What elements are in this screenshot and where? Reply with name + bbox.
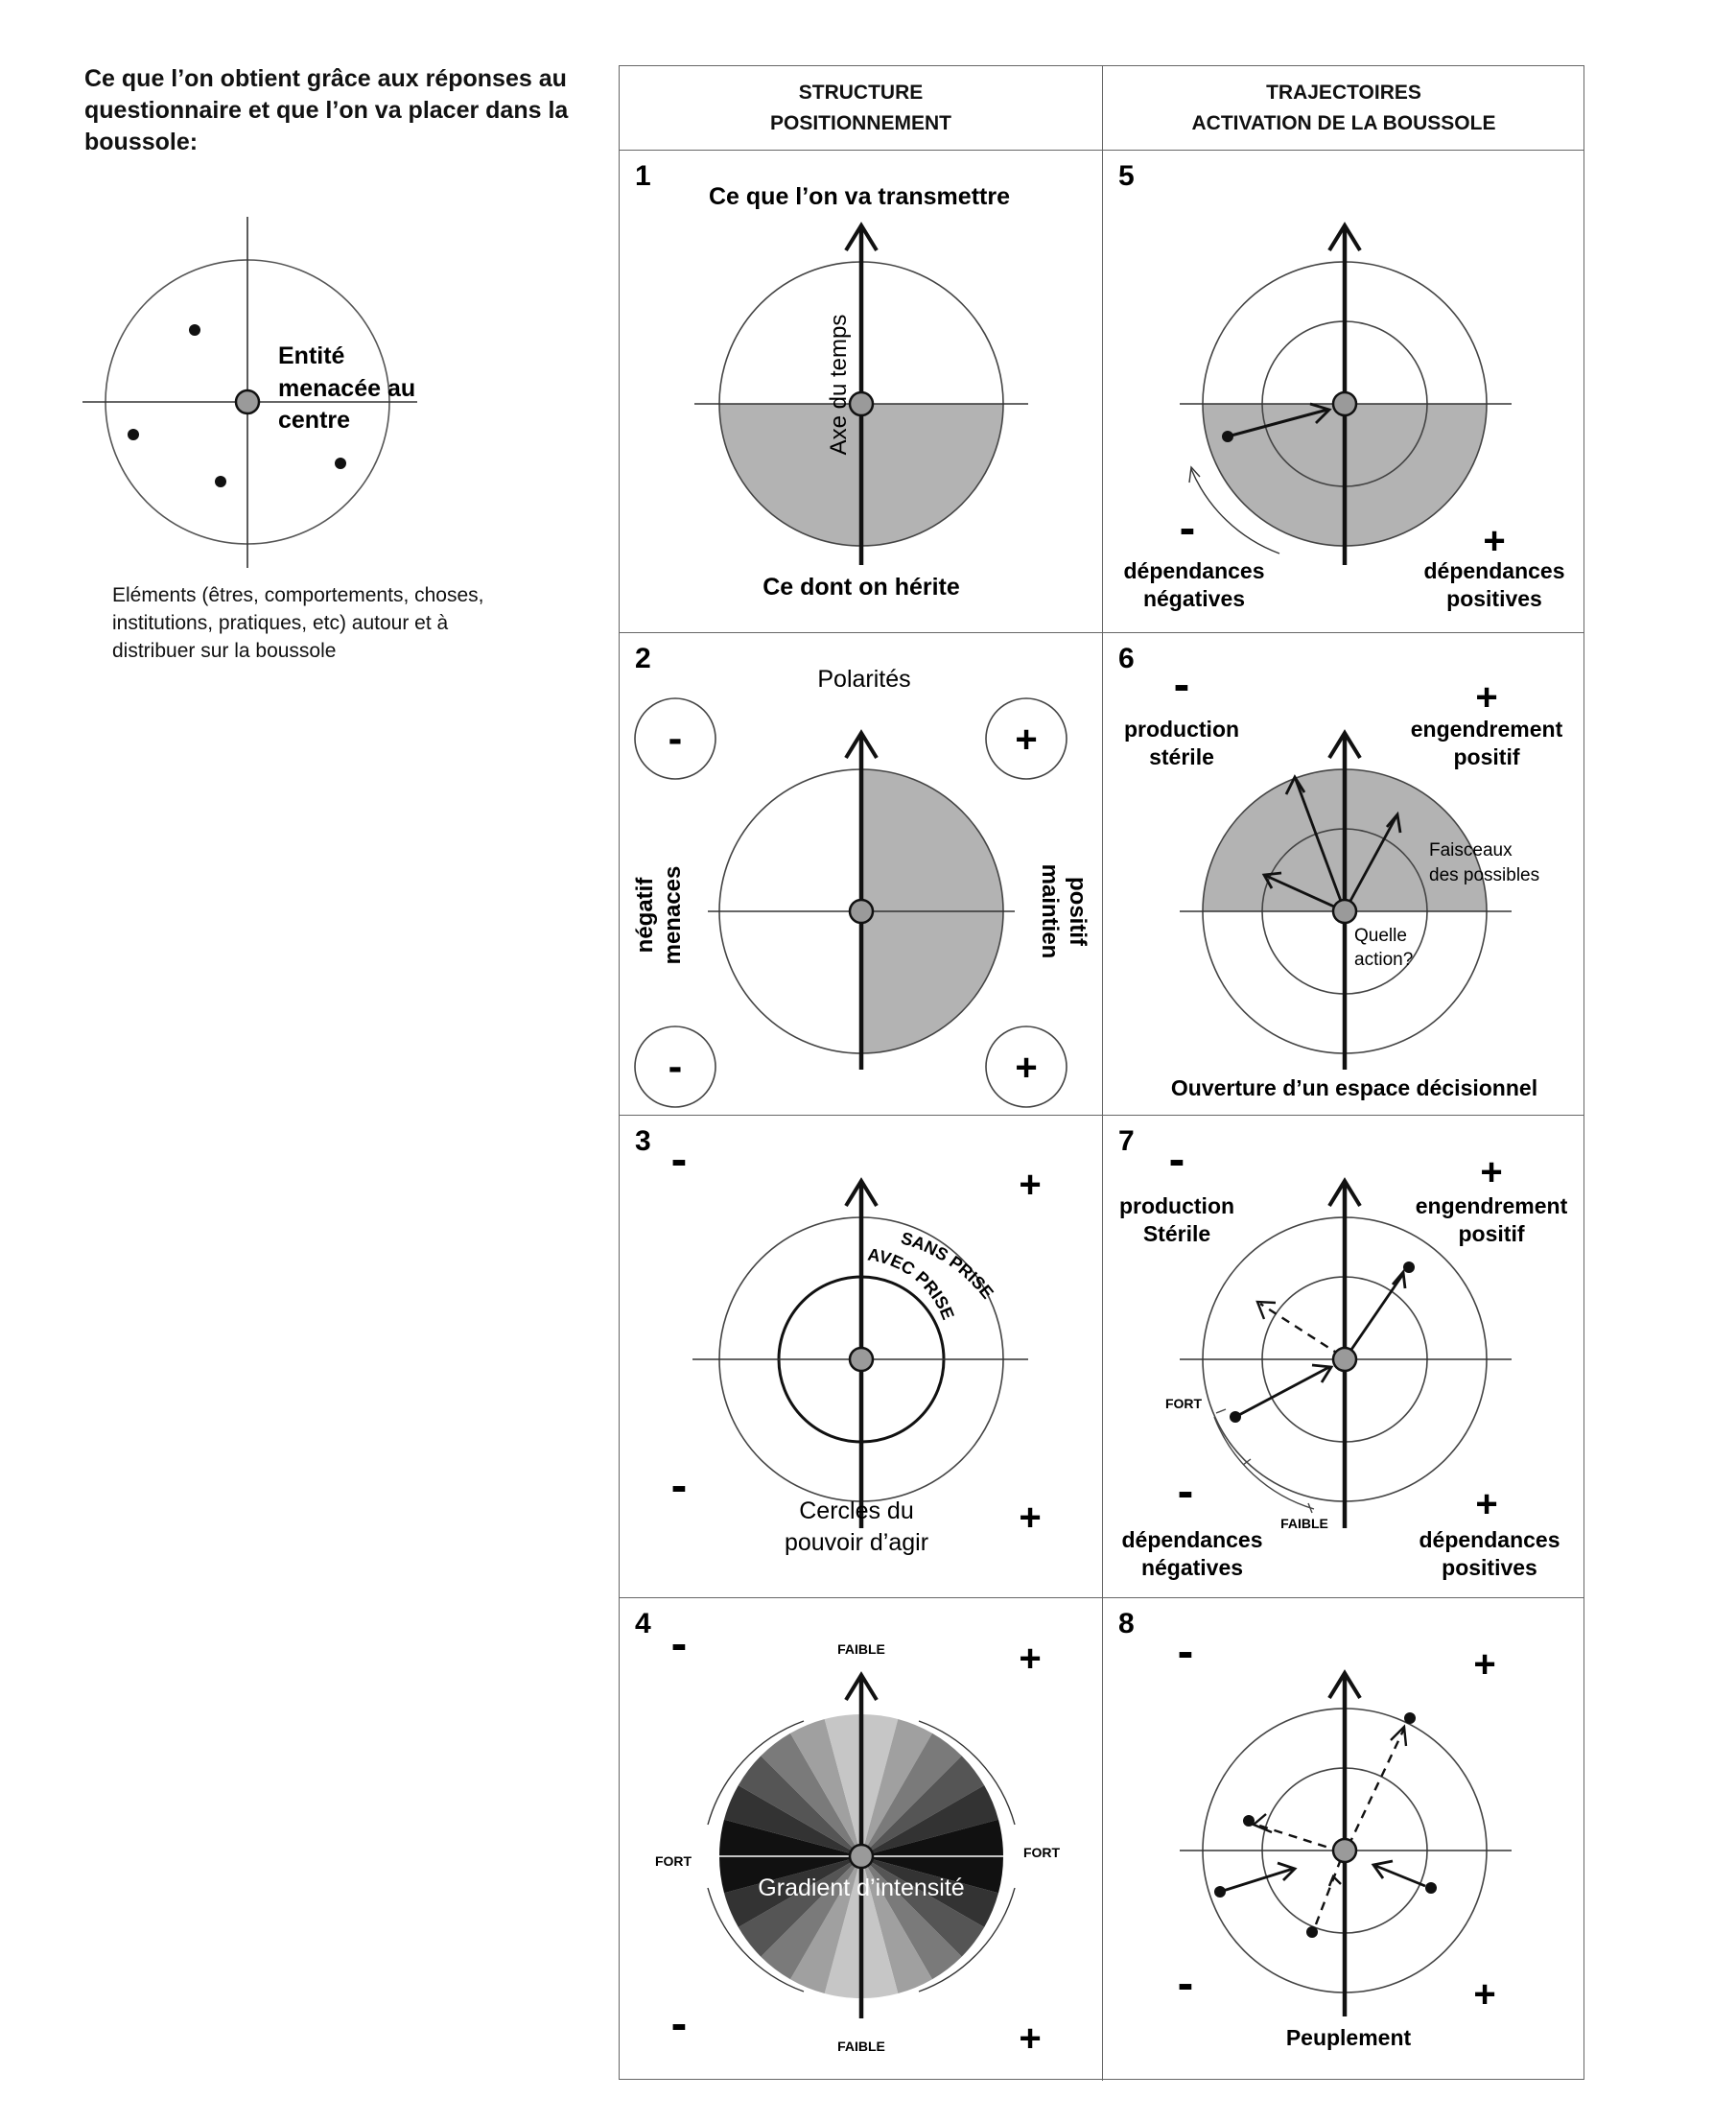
negative-dependencies-label-1: dépendances [1123,558,1265,583]
possibilities-label-1: Faisceaux [1429,840,1513,861]
arrow-head [1189,467,1200,483]
panel-number: 6 [1118,643,1135,674]
element-dot [128,429,139,440]
element-dot [1222,431,1233,442]
intro-center-label-1: Entité [278,342,345,369]
plus-sign: + [1475,676,1498,719]
positive-engendering-label-2: positif [1453,744,1520,769]
transmit-label: Ce que l’on va transmettre [709,183,1010,210]
center-entity [850,1845,873,1868]
positive-dependencies-label-2: positives [1442,1555,1537,1580]
minus-sign: - [668,1043,683,1090]
panel-number: 2 [635,643,651,674]
weak-label-top: FAIBLE [837,1641,885,1657]
sterile-production-label-1: production [1118,1193,1235,1218]
center-entity [850,1348,873,1371]
intro-title: Ce que l’on obtient grâce aux réponses au questionnaire et que l’on va placer dans la boussole: [84,65,569,155]
polarities-title: Polarités [817,666,911,693]
minus-sign: - [668,715,683,762]
intro-center-entity [236,390,259,413]
trajectory-arrow [1220,1869,1293,1892]
minus-sign: - [670,1132,688,1186]
intro-center-label-2: menacée au [278,375,416,402]
sterile-production-label-2: stérile [1149,744,1214,769]
minus-sign: - [670,1996,688,2050]
weak-label: FAIBLE [1280,1516,1328,1531]
panel-number: 1 [635,160,651,192]
dashed-trajectory-arrow [1349,1729,1404,1846]
population-label: Peuplement [1285,2025,1412,2050]
plus-sign: + [1475,1483,1498,1525]
intro-compass-diagram [58,192,460,576]
element-dot [215,476,226,487]
minus-sign: - [1173,657,1190,711]
column-header-structure [620,66,1102,151]
element-dot [1425,1882,1437,1894]
compass-grid [619,65,1584,2080]
intro-caption: Eléments (êtres, comportements, choses, institutions, pratiques, etc) autour et à distribuer sur la boussole [112,584,484,662]
sterile-production-label-2: Stérile [1142,1221,1211,1246]
dashed-trajectory-arrow [1256,1825,1341,1851]
panel-1 [620,151,1102,633]
panel-3 [620,1116,1102,1598]
action-question-1: Quelle [1354,926,1407,946]
minus-sign: - [1179,501,1196,554]
positive-dependencies-label-2: positives [1446,586,1542,611]
minus-sign: - [1177,1956,1194,2010]
strong-label-left: FORT [654,1853,692,1869]
center-entity [850,900,873,923]
action-question-2: action? [1354,950,1414,970]
minus-sign: - [1177,1464,1194,1518]
element-dot [1243,1815,1255,1827]
element-dot [1214,1886,1226,1898]
positive-engendering-label-2: positif [1458,1221,1525,1246]
column-header-line: STRUCTURE [798,81,924,104]
plus-sign: + [1483,520,1506,562]
center-entity [1333,1839,1356,1862]
plus-sign: + [1019,1497,1042,1539]
minus-sign: - [1168,1132,1185,1186]
column-header-trajectories [1102,66,1584,151]
panel-6 [1102,633,1584,1116]
panel-number: 5 [1118,160,1135,192]
minus-sign: - [1177,1624,1194,1678]
time-axis-label: Axe du temps [826,314,852,456]
trajectory-arrow [1345,1274,1403,1359]
negative-dependencies-label-2: négatives [1142,586,1246,611]
decision-space-label: Ouverture d’un espace décisionnel [1170,1075,1538,1100]
strong-label: FORT [1164,1396,1203,1411]
threats-label: menaces [660,865,686,965]
positive-dependencies-label-1: dépendances [1423,558,1565,583]
column-header-line: TRAJECTOIRES [1266,81,1421,104]
maintain-label: maintien [1037,863,1063,959]
inherit-label: Ce dont on hérite [762,574,960,601]
panel-2 [620,633,1102,1116]
plus-sign: + [1019,1164,1042,1206]
panel-4 [620,1598,1102,2081]
center-entity [1333,1348,1356,1371]
strong-label-right: FORT [1022,1845,1061,1860]
dashed-trajectory-arrow [1260,1304,1341,1356]
trajectory-arrow [1235,1367,1329,1417]
positive-label: positif [1065,877,1091,946]
intensity-gradient-label: Gradient d’intensité [758,1874,965,1901]
plus-sign: + [1015,1047,1038,1089]
negative-dependencies-label-2: négatives [1140,1555,1244,1580]
plus-sign: + [1473,1643,1496,1686]
panel-number: 8 [1118,1608,1135,1639]
dashed-trajectory-arrow [1316,1859,1341,1924]
center-entity [1333,392,1356,415]
center-entity [1333,900,1356,923]
possibilities-label-2: des possibles [1429,865,1540,885]
element-dot [1306,1926,1318,1938]
power-circles-caption-1: Cercles du [799,1497,914,1524]
intensity-arc [1214,1417,1314,1509]
panel-number: 4 [635,1608,651,1639]
positive-dependencies-label-1: dépendances [1419,1527,1560,1552]
without-hold-ring-label: SANS PRISE [899,1228,997,1303]
positive-engendering-label-1: engendrement [1415,1193,1568,1218]
element-dot [335,458,346,469]
plus-sign: + [1473,1973,1496,2016]
negative-dependencies-label-1: dépendances [1121,1527,1263,1552]
sterile-production-label-1: production [1123,717,1240,742]
plus-sign: + [1015,719,1038,761]
element-dot [1230,1411,1241,1423]
center-entity [850,392,873,415]
weak-label-bottom: FAIBLE [837,2039,885,2054]
panel-number: 7 [1118,1125,1135,1157]
element-dot [1404,1712,1416,1724]
column-header-line: ACTIVATION DE LA BOUSSOLE [1191,111,1496,134]
arrow-head [1329,1876,1341,1886]
element-dot [1403,1261,1415,1273]
panel-7 [1102,1116,1584,1598]
negative-label: négatif [632,877,658,954]
power-circles-caption-2: pouvoir d’agir [784,1529,929,1556]
minus-sign: - [670,1616,688,1670]
intro-center-label-3: centre [278,407,351,434]
plus-sign: + [1019,1638,1042,1680]
minus-sign: - [670,1458,688,1512]
tick-mark [1216,1409,1226,1413]
panel-5 [1102,151,1584,633]
positive-engendering-label-1: engendrement [1410,717,1563,742]
column-header-line: POSITIONNEMENT [769,111,951,134]
panel-number: 3 [635,1125,651,1157]
element-dot [189,324,200,336]
panel-8 [1102,1598,1584,2081]
plus-sign: + [1480,1151,1503,1193]
with-hold-ring-label: AVEC PRISE [866,1244,958,1323]
plus-sign: + [1019,2017,1042,2060]
